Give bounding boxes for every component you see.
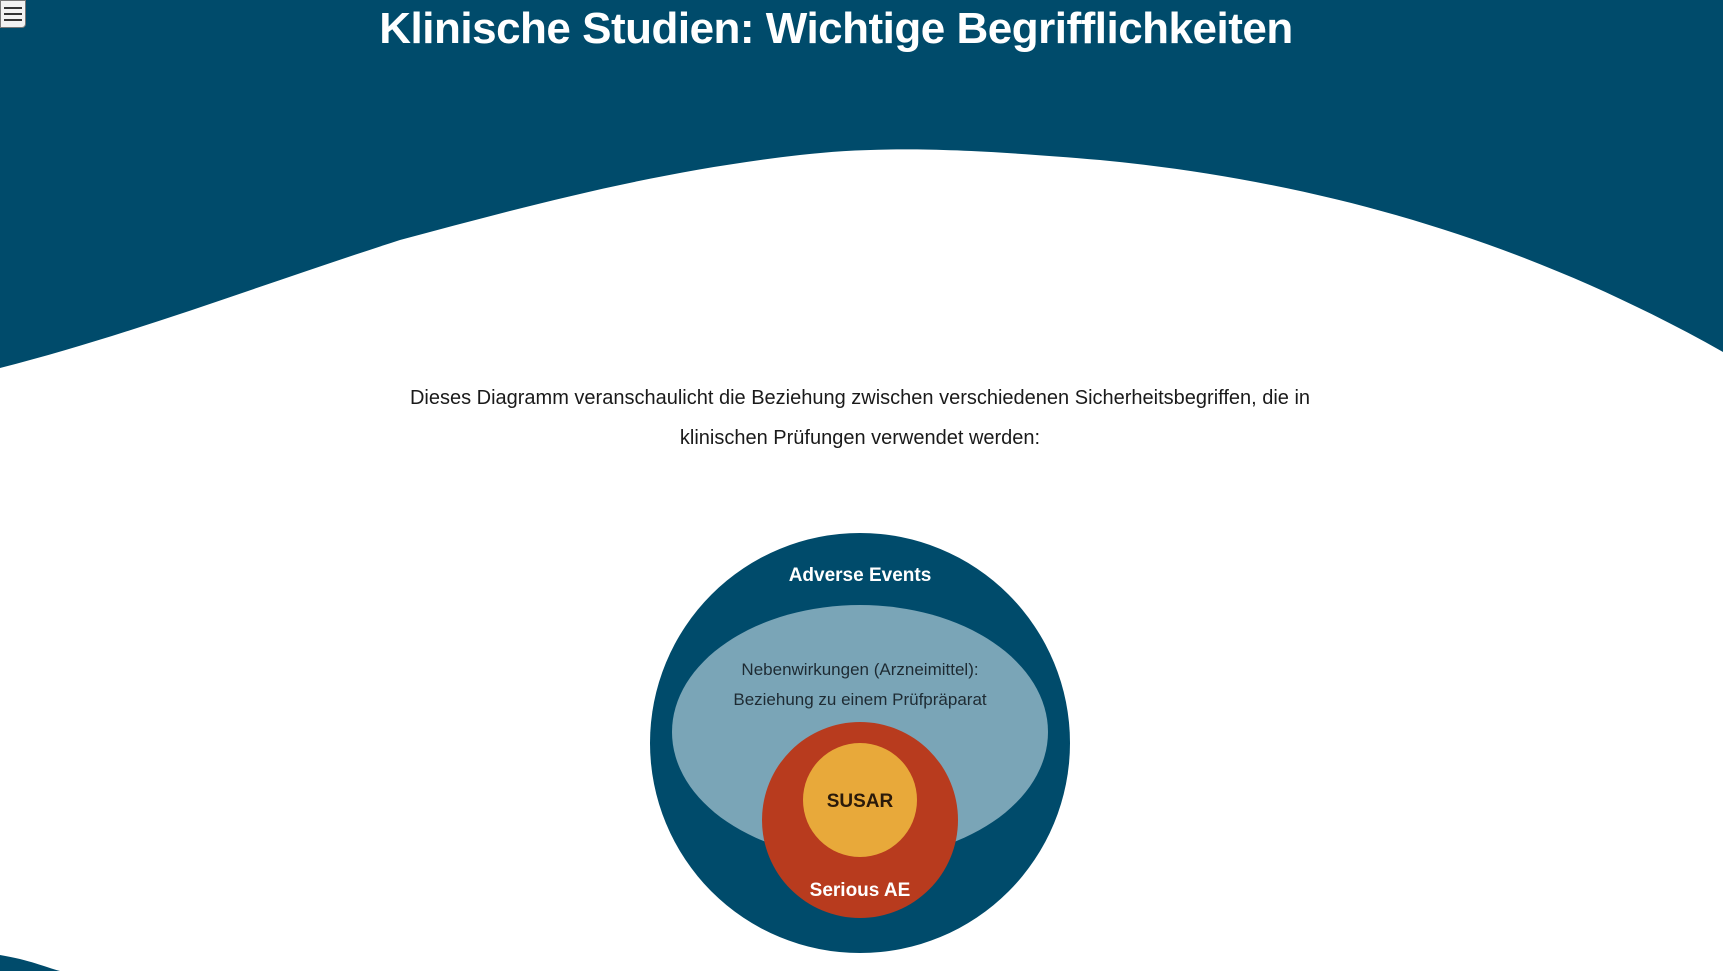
- side-effects-label-line-2: Beziehung zu einem Prüfpräparat: [733, 690, 987, 709]
- adverse-events-label: Adverse Events: [788, 565, 932, 586]
- safety-terms-diagram: [640, 525, 1080, 965]
- side-effects-label-line-1: Nebenwirkungen (Arzneimittel):: [741, 660, 979, 679]
- serious-ae-label: Serious AE: [809, 880, 911, 901]
- intro-paragraph: [400, 378, 1320, 458]
- intro-line-1: Dieses Diagramm veranschaulicht die Beziehung zwischen verschiedenen Sicherheitsbegriffen, die in: [409, 387, 1311, 409]
- intro-line-2: klinischen Prüfungen verwendet werden:: [679, 427, 1041, 449]
- susar-label: SUSAR: [826, 791, 894, 812]
- page-title: Klinische Studien: Wichtige Begrifflichkeiten: [379, 4, 1293, 53]
